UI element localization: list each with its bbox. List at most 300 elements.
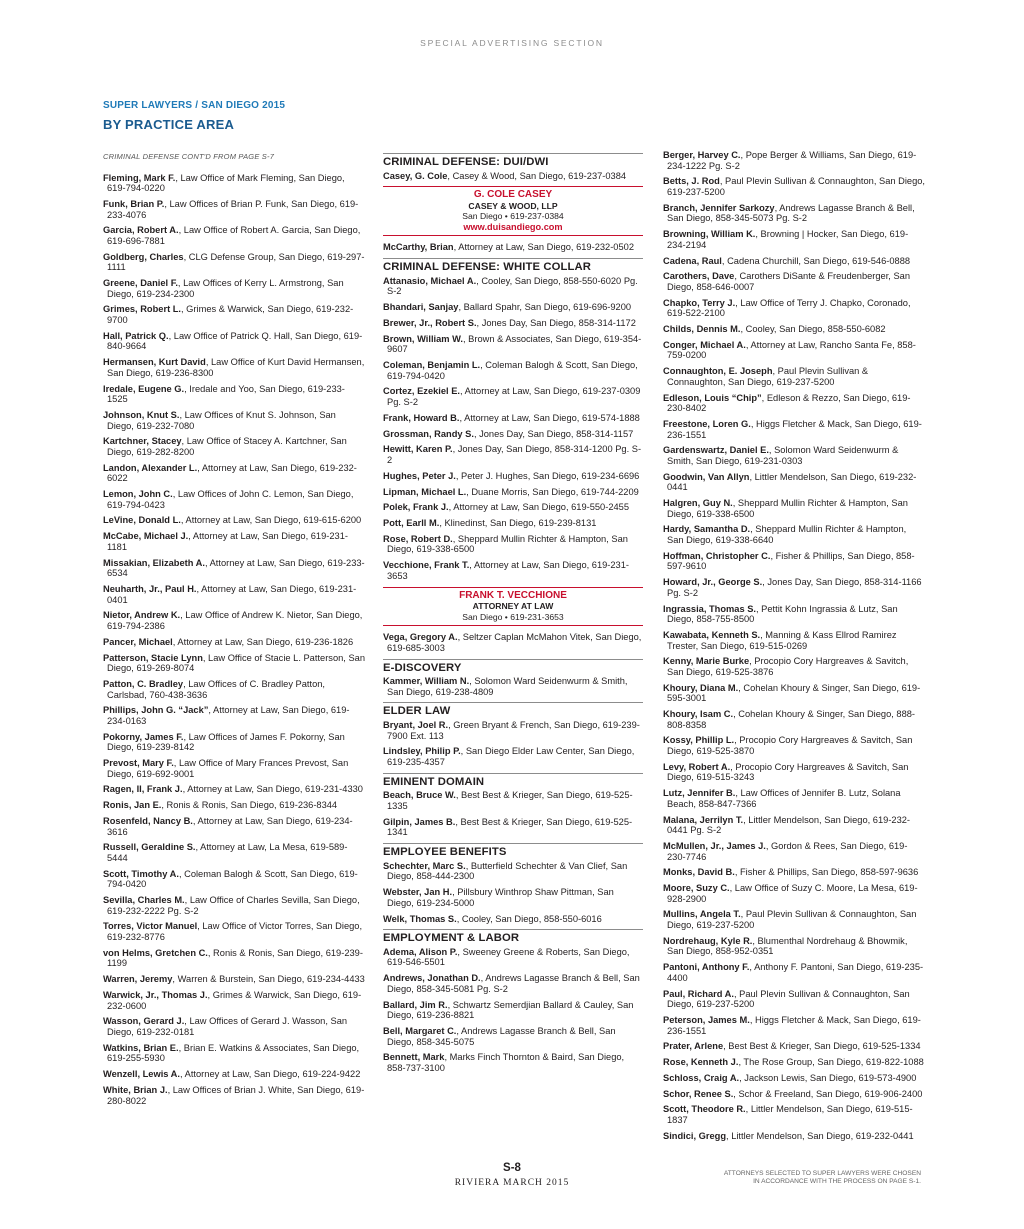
lawyer-entry <box>103 921 365 942</box>
lawyer-name: Conger, Michael A. <box>663 339 746 350</box>
lawyer-details: , Fisher & Phillips, San Diego, 858-597-9610 <box>667 550 915 572</box>
lawyer-name: Missakian, Elizabeth A. <box>103 557 205 568</box>
lawyer-name: Scott, Theodore R. <box>663 1104 746 1115</box>
lawyer-entry <box>663 815 925 836</box>
lawyer-details: , Manning & Kass Ellrod Ramirez Trester, San Diego, 619-515-0269 <box>667 629 897 651</box>
lawyer-details: , Law Offices of John C. Lemon, San Diego, 619-794-0423 <box>107 489 354 510</box>
lawyer-name: Mullins, Angela T. <box>663 909 741 920</box>
lawyer-details: , Grimes & Warwick, San Diego, 619-232-9700 <box>107 304 354 326</box>
practice-area-heading: CRIMINAL DEFENSE: WHITE COLLAR <box>383 258 643 273</box>
lawyer-entry <box>103 331 365 352</box>
lawyer-entry <box>103 357 365 378</box>
lawyer-details: , Attorney at Law, San Diego, 619-232-6022 <box>107 462 357 484</box>
lawyer-entry <box>663 883 925 904</box>
lawyer-entry <box>103 732 365 753</box>
lawyer-name: Grossman, Randy S. <box>383 428 474 439</box>
lawyer-details: , Cohelan Khoury & Singer, San Diego, 888-808-8358 <box>667 709 916 730</box>
lawyer-name: Edleson, Louis “Chip” <box>663 392 762 403</box>
lawyer-name: Childs, Dennis M. <box>663 324 741 335</box>
lawyer-name: Ballard, Jim R. <box>383 999 448 1010</box>
lawyer-name: Warren, Jeremy <box>103 974 173 985</box>
lawyer-name: Goldberg, Charles <box>103 251 184 262</box>
lawyer-entry <box>383 471 643 482</box>
ad-attorney-name: G. COLE CASEY <box>473 189 553 201</box>
lawyer-name: Patton, C. Bradley <box>103 678 184 689</box>
lawyer-details: , Littler Mendelson, San Diego, 619-515-1837 <box>667 1104 913 1126</box>
lawyer-entry <box>383 429 643 440</box>
lawyer-name: Hoffman, Christopher C. <box>663 550 771 561</box>
lawyer-details: , Law Office of Suzy C. Moore, La Mesa, 619-928-2900 <box>667 883 918 904</box>
lawyer-details: , Coleman Balogh & Scott, San Diego, 619-794-0420 <box>107 868 358 890</box>
lawyer-name: Goodwin, Van Allyn <box>663 471 750 482</box>
lawyer-name: Frank, Howard B. <box>383 412 460 423</box>
lawyer-details: , Higgs Fletcher & Mack, San Diego, 619-236-1551 <box>667 418 922 440</box>
lawyer-entry <box>103 679 365 700</box>
lawyer-details: , Andrews Lagasse Branch & Bell, San Diego, 858-345-5075 <box>387 1026 616 1047</box>
lawyer-name: Paul, Richard A. <box>663 988 734 999</box>
lawyer-name: Adema, Alison P. <box>383 946 458 957</box>
lawyer-entry <box>103 948 365 969</box>
lawyer-details: , Procopio Cory Hargreaves & Savitch, San Diego, 619-525-3876 <box>667 656 909 677</box>
lawyer-name: Bell, Margaret C. <box>383 1026 457 1036</box>
lawyer-name: Johnson, Knut S. <box>103 409 180 420</box>
lawyer-entry <box>103 489 365 510</box>
ad-attorney-name: FRANK T. VECCHIONE <box>459 589 567 601</box>
lawyer-name: Webster, Jan H. <box>383 887 453 898</box>
lawyer-details: , Schor & Freeland, San Diego, 619-906-2400 <box>733 1088 923 1099</box>
lawyer-entry <box>663 683 925 704</box>
lawyer-entry <box>663 1015 925 1036</box>
lawyer-details: , San Diego Elder Law Center, San Diego, 619-235-4357 <box>387 746 635 768</box>
lawyer-entry <box>383 817 643 838</box>
lawyer-entry <box>103 384 365 405</box>
lawyer-name: Landon, Alexander L. <box>103 462 198 473</box>
lawyer-entry <box>663 709 925 730</box>
lawyer-details: , Butterfield Schechter & Van Clief, San Diego, 858-444-2300 <box>387 860 628 882</box>
lawyer-name: Khoury, Isam C. <box>663 709 734 720</box>
lawyer-details: , Schwartz Semerdjian Ballard & Cauley, San Diego, 619-236-8821 <box>387 999 634 1021</box>
lawyer-name: Garcia, Robert A. <box>103 225 179 236</box>
lawyer-details: , Paul Plevin Sullivan & Connaughton, San Diego, 619-237-5200 <box>667 909 917 931</box>
lawyer-details: , Attorney at Law, Rancho Santa Fe, 858-759-0200 <box>667 339 916 361</box>
lawyer-name: Cortez, Ezekiel E. <box>383 386 460 397</box>
lawyer-name: Casey, G. Cole <box>383 170 448 181</box>
lawyer-name: Vecchione, Frank T. <box>383 560 470 571</box>
lawyer-details: , Attorney at Law, San Diego, 619-236-1826 <box>172 636 354 647</box>
lawyer-entry <box>103 515 365 526</box>
lawyer-details: , Edleson & Rezzo, San Diego, 619-230-8402 <box>667 392 911 414</box>
lawyer-name: Hewitt, Karen P. <box>383 444 453 455</box>
lawyer-details: , Attorney at Law, San Diego, 619-224-9422 <box>179 1069 361 1080</box>
lawyer-details: , Cooley, San Diego, 858-550-6016 <box>456 913 602 924</box>
lawyer-name: Carothers, Dave <box>663 271 735 282</box>
lawyer-name: Schechter, Marc S. <box>383 860 466 871</box>
lawyer-details: , Law Office of Stacey A. Kartchner, San Diego, 619-282-8200 <box>107 436 347 457</box>
lawyer-name: Warwick, Jr., Thomas J. <box>103 990 208 1000</box>
lawyer-name: Fleming, Mark F. <box>103 172 176 183</box>
lawyer-details: , Gordon & Rees, San Diego, 619-230-7746 <box>667 840 908 862</box>
lawyer-entry <box>383 334 643 355</box>
lawyer-entry <box>663 150 925 171</box>
lawyer-details: , Law Office of Robert A. Garcia, San Diego, 619-696-7881 <box>107 225 361 246</box>
lawyer-entry <box>383 1052 643 1073</box>
lawyer-entry <box>383 720 643 741</box>
ad-firm-name: CASEY & WOOD, LLP <box>468 200 558 211</box>
lawyer-name: Hughes, Peter J. <box>383 470 456 481</box>
lawyer-details: , Law Office of Charles Sevilla, San Diego, 619-232-2222 Pg. S-2 <box>107 895 360 916</box>
lawyer-entry <box>663 524 925 545</box>
lawyer-details: , Ronis & Ronis, San Diego, 619-236-8344 <box>161 800 338 811</box>
lawyer-name: Prevost, Mary F. <box>103 758 174 769</box>
lawyer-details: , Law Offices of James F. Pokorny, San Diego, 619-239-8142 <box>107 731 345 753</box>
lawyer-details: , Brown & Associates, San Diego, 619-354-9607 <box>387 333 642 355</box>
lawyer-entry <box>103 1043 365 1064</box>
lawyer-details: , Procopio Cory Hargreaves & Savitch, San Diego, 619-515-3243 <box>667 761 909 783</box>
lawyer-entry <box>383 242 643 253</box>
lawyer-details: , Jones Day, San Diego, 858-314-1157 <box>473 428 634 439</box>
lawyer-entry <box>663 445 925 466</box>
lawyer-entry <box>103 974 365 985</box>
lawyer-name: Lutz, Jennifer B. <box>663 788 736 799</box>
attorney-ad-box <box>383 186 643 236</box>
lawyer-details: , Jones Day, San Diego, 858-314-1200 Pg. S-2 <box>387 444 642 465</box>
lawyer-details: , Anthony F. Pantoni, San Diego, 619-235-4400 <box>667 962 924 983</box>
lawyer-name: Andrews, Jonathan D. <box>383 973 481 984</box>
lawyer-name: Brewer, Jr., Robert S. <box>383 317 477 328</box>
lawyer-name: Khoury, Diana M. <box>663 682 739 693</box>
lawyer-name: Cadena, Raul <box>663 255 722 266</box>
lawyer-name: Grimes, Robert L. <box>103 304 182 315</box>
lawyer-details: , Cohelan Khoury & Singer, San Diego, 619-595-3001 <box>667 682 921 704</box>
continued-note: CRIMINAL DEFENSE CONT'D FROM PAGE S-7 <box>103 152 275 161</box>
lawyer-entry <box>663 1073 925 1084</box>
lawyer-details: , Law Office of Andrew K. Nietor, San Diego, 619-794-2386 <box>107 610 363 631</box>
lawyer-details: , Sheppard Mullin Richter & Hampton, San Diego, 619-338-6500 <box>667 498 908 519</box>
lawyer-entry <box>103 436 365 457</box>
lawyer-details: , Best Best & Krieger, San Diego, 619-525-1335 <box>387 790 633 811</box>
lawyer-name: von Helms, Gretchen C. <box>103 947 208 958</box>
lawyer-details: , Law Office of Patrick Q. Hall, San Diego, 619-840-9664 <box>107 330 363 352</box>
lawyer-name: Sindici, Gregg <box>663 1130 727 1141</box>
lawyer-name: LeVine, Donald L. <box>103 515 181 526</box>
lawyer-name: Hermansen, Kurt David <box>103 357 206 368</box>
lawyer-name: Rosenfeld, Nancy B. <box>103 815 193 826</box>
lawyer-name: Hall, Patrick Q. <box>103 330 169 341</box>
lawyer-entry <box>103 653 365 674</box>
lawyer-entry <box>663 841 925 862</box>
lawyer-name: Peterson, James M. <box>663 1014 750 1025</box>
lawyer-entry <box>663 298 925 319</box>
lawyer-details: , Andrews Lagasse Branch & Bell, San Diego, 858-345-5073 Pg. S-2 <box>667 202 915 224</box>
lawyer-entry <box>663 393 925 414</box>
practice-area-heading: CRIMINAL DEFENSE: DUI/DWI <box>383 153 643 168</box>
lawyer-name: Torres, Victor Manuel <box>103 921 198 932</box>
lawyer-name: Monks, David B. <box>663 867 735 878</box>
lawyer-entry <box>103 558 365 579</box>
lawyer-details: , Brian E. Watkins & Associates, San Diego, 619-255-5930 <box>107 1042 360 1064</box>
lawyer-entry <box>663 735 925 756</box>
lawyer-name: Vega, Gregory A. <box>383 632 458 643</box>
lawyer-details: , Attorney at Law, San Diego, 619-615-6200 <box>180 515 362 526</box>
attorney-ad-box <box>383 587 643 627</box>
lawyer-entry <box>383 413 643 424</box>
ad-website[interactable]: www.duisandiego.com <box>463 221 563 232</box>
lawyer-entry <box>103 784 365 795</box>
lawyer-entry <box>663 989 925 1010</box>
lawyer-details: , Jones Day, San Diego, 858-314-1172 <box>476 317 636 328</box>
lawyer-entry <box>383 861 643 882</box>
lawyer-name: Kartchner, Stacey <box>103 436 182 447</box>
lawyer-entry <box>663 271 925 292</box>
lawyer-name: Funk, Brian P. <box>103 198 165 209</box>
lawyer-details: , Seltzer Caplan McMahon Vitek, San Diego, 619-685-3003 <box>387 632 642 653</box>
lawyer-name: White, Brian J. <box>103 1084 168 1095</box>
lawyer-details: , Best Best & Krieger, San Diego, 619-525-1341 <box>387 816 633 838</box>
lawyer-details: , Paul Plevin Sullivan & Connaughton, San Diego, 619-237-5200 <box>667 988 910 1010</box>
lawyer-details: , Warren & Burstein, San Diego, 619-234-4433 <box>172 974 365 985</box>
lawyer-name: Hardy, Samantha D. <box>663 524 751 535</box>
lawyer-name: Beach, Bruce W. <box>383 790 456 801</box>
lawyer-entry <box>663 604 925 625</box>
lawyer-name: Levy, Robert A. <box>663 761 731 772</box>
lawyer-entry <box>383 534 643 555</box>
lawyer-entry <box>383 676 643 697</box>
lawyer-details: , Higgs Fletcher & Mack, San Diego, 619-236-1551 <box>667 1014 921 1036</box>
lawyer-name: Wenzell, Lewis A. <box>103 1069 180 1080</box>
lawyer-details: , Law Offices of Brian P. Funk, San Diego, 619-233-4076 <box>107 198 359 220</box>
lawyer-details: , Sheppard Mullin Richter & Hampton, San Diego, 619-338-6500 <box>387 533 628 555</box>
lawyer-details: , Cadena Churchill, San Diego, 619-546-0888 <box>721 255 911 266</box>
lawyer-entry <box>383 790 643 811</box>
lawyer-details: , Pope Berger & Williams, San Diego, 619-234-1222 Pg. S-2 <box>667 150 917 171</box>
lawyer-details: , Law Offices of Knut S. Johnson, San Diego, 619-232-7080 <box>107 409 336 431</box>
lawyer-details: , Casey & Wood, San Diego, 619-237-0384 <box>447 170 627 181</box>
lawyer-name: McMullen, Jr., James J. <box>663 840 766 851</box>
lawyer-entry <box>103 1069 365 1080</box>
lawyer-details: , The Rose Group, San Diego, 619-822-1088 <box>738 1057 924 1068</box>
lawyer-name: Bhandari, Sanjay <box>383 302 459 313</box>
lawyer-details: , Law Offices of Gerard J. Wasson, San Diego, 619-232-0181 <box>107 1016 348 1037</box>
lawyer-name: Watkins, Brian E. <box>103 1042 179 1053</box>
lawyer-entry <box>103 758 365 779</box>
lawyer-name: Schloss, Craig A. <box>663 1072 740 1083</box>
lawyer-name: Browning, William K. <box>663 229 756 240</box>
lawyer-name: Attanasio, Michael A. <box>383 275 477 286</box>
lawyer-entry <box>663 324 925 335</box>
lawyer-details: , Law Office of Terry J. Chapko, Coronado, 619-522-2100 <box>667 297 911 319</box>
lawyer-details: , Browning | Hocker, San Diego, 619-234-2194 <box>667 229 909 250</box>
lawyer-entry <box>663 867 925 878</box>
lawyer-entry <box>663 419 925 440</box>
lawyer-entry <box>663 340 925 361</box>
lawyer-details: , Attorney at Law, San Diego, 619-232-0502 <box>453 242 634 253</box>
lawyer-entry <box>663 256 925 267</box>
lawyer-details: , Andrews Lagasse Branch & Bell, San Diego, 858-345-5081 Pg. S-2 <box>387 973 640 994</box>
publication-kicker <box>103 100 285 111</box>
lawyer-entry <box>103 278 365 299</box>
lawyer-details: , Best Best & Krieger, San Diego, 619-525-1334 <box>723 1041 921 1052</box>
lawyer-entry <box>103 252 365 273</box>
special-section-label: SPECIAL ADVERTISING SECTION <box>420 38 604 48</box>
lawyer-name: Pott, Earll M. <box>383 518 440 529</box>
lawyer-name: Phillips, John G. “Jack” <box>103 705 209 716</box>
lawyer-entry <box>103 304 365 325</box>
lawyer-name: Lindsley, Philip P. <box>383 746 461 757</box>
lawyer-entry <box>383 171 643 182</box>
lawyer-details: , Littler Mendelson, San Diego, 619-232-0441 <box>667 471 917 493</box>
lawyer-entry <box>103 816 365 837</box>
lawyer-details: , Sheppard Mullin Richter & Hampton, San Diego, 619-338-6640 <box>667 524 907 546</box>
lawyer-details: , Attorney at Law, San Diego, 619-231-1181 <box>107 531 348 552</box>
lawyer-entry <box>663 1104 925 1125</box>
lawyer-entry <box>663 1131 925 1142</box>
selection-footnote <box>701 1170 921 1187</box>
lawyer-name: Halgren, Guy N. <box>663 498 733 509</box>
lawyer-details: , Duane Morris, San Diego, 619-744-2209 <box>466 486 639 497</box>
lawyer-entry <box>663 176 925 197</box>
lawyer-details: , Sweeney Greene & Roberts, San Diego, 619-546-5501 <box>387 946 630 968</box>
lawyer-details: , Attorney at Law, San Diego, 619-237-0309 Pg. S-2 <box>387 386 641 408</box>
lawyer-details: , Attorney at Law, San Diego, 619-233-6534 <box>107 557 365 579</box>
lawyer-entry <box>383 973 643 994</box>
lawyer-details: , Grimes & Warwick, San Diego, 619-232-0600 <box>107 990 362 1011</box>
lawyer-name: Brown, William W. <box>383 333 463 344</box>
ad-contact: San Diego • 619-231-3653 <box>462 611 564 622</box>
lawyer-details: , Pillsbury Winthrop Shaw Pittman, San Diego, 619-234-5000 <box>387 887 614 908</box>
lawyer-name: Patterson, Stacie Lynn <box>103 652 203 663</box>
lawyer-details: , Cooley, San Diego, 858-550-6082 <box>740 324 886 335</box>
lawyer-details: , Attorney at Law, San Diego, 619-234-0163 <box>107 705 350 726</box>
lawyer-details: , Ballard Spahr, San Diego, 619-696-9200 <box>458 302 632 313</box>
lawyer-name: Rose, Robert D. <box>383 533 453 544</box>
lawyer-entry <box>383 914 643 925</box>
lawyer-name: Malana, Jerrilyn T. <box>663 814 744 825</box>
footnote-line-1: ATTORNEYS SELECTED TO SUPER LAWYERS WERE CHOSEN <box>723 1170 921 1177</box>
lawyer-name: McCarthy, Brian <box>383 242 454 253</box>
lawyer-name: Pantoni, Anthony F. <box>663 962 750 973</box>
lawyer-entry <box>383 947 643 968</box>
lawyer-details: , Solomon Ward Seidenwurm & Smith, San Diego, 619-231-0303 <box>667 445 899 466</box>
lawyer-details: , Jones Day, San Diego, 858-314-1166 Pg. S-2 <box>667 577 922 598</box>
lawyer-entry <box>663 1041 925 1052</box>
lawyer-details: , Coleman Balogh & Scott, San Diego, 619-794-0420 <box>387 360 638 381</box>
lawyer-entry <box>383 1026 643 1047</box>
lawyer-entry <box>663 936 925 957</box>
lawyer-details: , Ronis & Ronis, San Diego, 619-239-1199 <box>107 947 363 969</box>
practice-area-heading: EMPLOYEE BENEFITS <box>383 843 643 858</box>
practice-area-heading: ELDER LAW <box>383 702 643 717</box>
lawyer-name: Rose, Kenneth J. <box>663 1057 739 1068</box>
directory-column-2 <box>383 150 643 1079</box>
lawyer-entry <box>663 472 925 493</box>
lawyer-name: Ronis, Jan E. <box>103 800 162 811</box>
lawyer-details: , Attorney at Law, San Diego, 619-574-1888 <box>459 412 640 423</box>
directory-column-3 <box>663 150 925 1147</box>
lawyer-details: , Paul Plevin Sullivan & Connaughton, San Diego, 619-237-5200 <box>667 366 869 387</box>
lawyer-name: Howard, Jr., George S. <box>663 577 763 588</box>
lawyer-name: Branch, Jennifer Sarkozy <box>663 202 775 213</box>
lawyer-details: , Attorney at Law, San Diego, 619-550-2455 <box>448 502 630 513</box>
lawyer-entry <box>383 1000 643 1021</box>
lawyer-entry <box>103 869 365 890</box>
lawyer-details: , Iredale and Yoo, San Diego, 619-233-1525 <box>107 383 345 405</box>
lawyer-name: Pancer, Michael <box>103 636 173 647</box>
lawyer-details: , Pettit Kohn Ingrassia & Lutz, San Diego, 858-755-8500 <box>667 603 898 625</box>
lawyer-name: Betts, J. Rod <box>663 176 720 187</box>
lawyer-name: Pokorny, James F. <box>103 731 184 742</box>
lawyer-entry <box>103 199 365 220</box>
lawyer-entry <box>103 225 365 246</box>
lawyer-details: , Klinedinst, San Diego, 619-239-8131 <box>439 518 597 529</box>
lawyer-entry <box>103 173 365 194</box>
lawyer-name: Neuharth, Jr., Paul H. <box>103 584 197 594</box>
lawyer-name: Berger, Harvey C. <box>663 150 741 160</box>
lawyer-entry <box>103 410 365 431</box>
lawyer-entry <box>103 531 365 552</box>
lawyer-entry <box>103 1016 365 1037</box>
lawyer-entry <box>663 630 925 651</box>
lawyer-details: , Littler Mendelson, San Diego, 619-232-0441 <box>726 1130 914 1141</box>
lawyer-name: Prater, Arlene <box>663 1041 724 1052</box>
lawyer-entry <box>663 962 925 983</box>
lawyer-name: Ragen, II, Frank J. <box>103 784 183 795</box>
lawyer-details: , Attorney at Law, La Mesa, 619-589-5444 <box>107 842 348 863</box>
section-title: BY PRACTICE AREA <box>103 117 235 132</box>
lawyer-details: , Attorney at Law, San Diego, 619-231-0401 <box>107 584 357 605</box>
lawyer-name: Lipman, Michael L. <box>383 486 467 497</box>
lawyer-details: , Law Offices of Brian J. White, San Diego, 619-280-8022 <box>107 1084 365 1106</box>
lawyer-name: Nietor, Andrew K. <box>103 610 181 621</box>
lawyer-details: , Carothers DiSante & Freudenberger, San Diego, 858-646-0007 <box>667 271 911 292</box>
lawyer-entry <box>663 551 925 572</box>
lawyer-entry <box>383 487 643 498</box>
lawyer-details: , Law Office of Mark Fleming, San Diego, 619-794-0220 <box>107 172 345 194</box>
lawyer-details: , Attorney at Law, San Diego, 619-234-3616 <box>107 815 353 837</box>
lawyer-details: , CLG Defense Group, San Diego, 619-297-1111 <box>107 251 365 273</box>
lawyer-details: , Paul Plevin Sullivan & Connaughton, San Diego, 619-237-5200 <box>667 176 926 197</box>
lawyer-details: , Law Offices of Kerry L. Armstrong, San Diego, 619-234-2300 <box>107 278 344 299</box>
lawyer-entry <box>383 302 643 313</box>
lawyer-name: Coleman, Benjamin L. <box>383 360 481 371</box>
lawyer-details: , Littler Mendelson, San Diego, 619-232-0441 Pg. S-2 <box>667 814 911 836</box>
lawyer-entry <box>663 577 925 598</box>
lawyer-entry <box>103 990 365 1011</box>
directory-column-1 <box>103 150 365 1111</box>
lawyer-entry <box>103 610 365 631</box>
lawyer-name: Scott, Timothy A. <box>103 868 179 879</box>
lawyer-name: Greene, Daniel F. <box>103 278 178 289</box>
lawyer-entry <box>103 463 365 484</box>
lawyer-details: , Blumenthal Nordrehaug & Bhowmik, San Diego, 858-952-0351 <box>667 935 908 957</box>
lawyer-name: Kammer, William N. <box>383 676 470 687</box>
lawyer-entry <box>383 746 643 767</box>
lawyer-details: , Green Bryant & French, San Diego, 619-239-7900 Ext. 113 <box>387 720 640 741</box>
lawyer-entry <box>103 584 365 605</box>
lawyer-name: Wasson, Gerard J. <box>103 1016 185 1027</box>
lawyer-entry <box>103 705 365 726</box>
lawyer-entry <box>663 788 925 809</box>
lawyer-details: , Law Offices of C. Bradley Patton, Carlsbad, 760-438-3636 <box>107 678 326 700</box>
kicker-city: SAN DIEGO 2015 <box>201 100 286 111</box>
lawyer-details: , Law Office of Stacie L. Patterson, San Diego, 619-269-8074 <box>107 652 365 674</box>
lawyer-entry <box>383 276 643 297</box>
lawyer-details: , Attorney at Law, San Diego, 619-231-4330 <box>182 784 363 795</box>
lawyer-name: Nordrehaug, Kyle R. <box>663 935 753 946</box>
lawyer-name: Russell, Geraldine S. <box>103 842 196 853</box>
lawyer-name: Kenny, Marie Burke <box>663 656 750 667</box>
practice-area-heading: E-DISCOVERY <box>383 659 643 674</box>
lawyer-entry <box>663 656 925 677</box>
